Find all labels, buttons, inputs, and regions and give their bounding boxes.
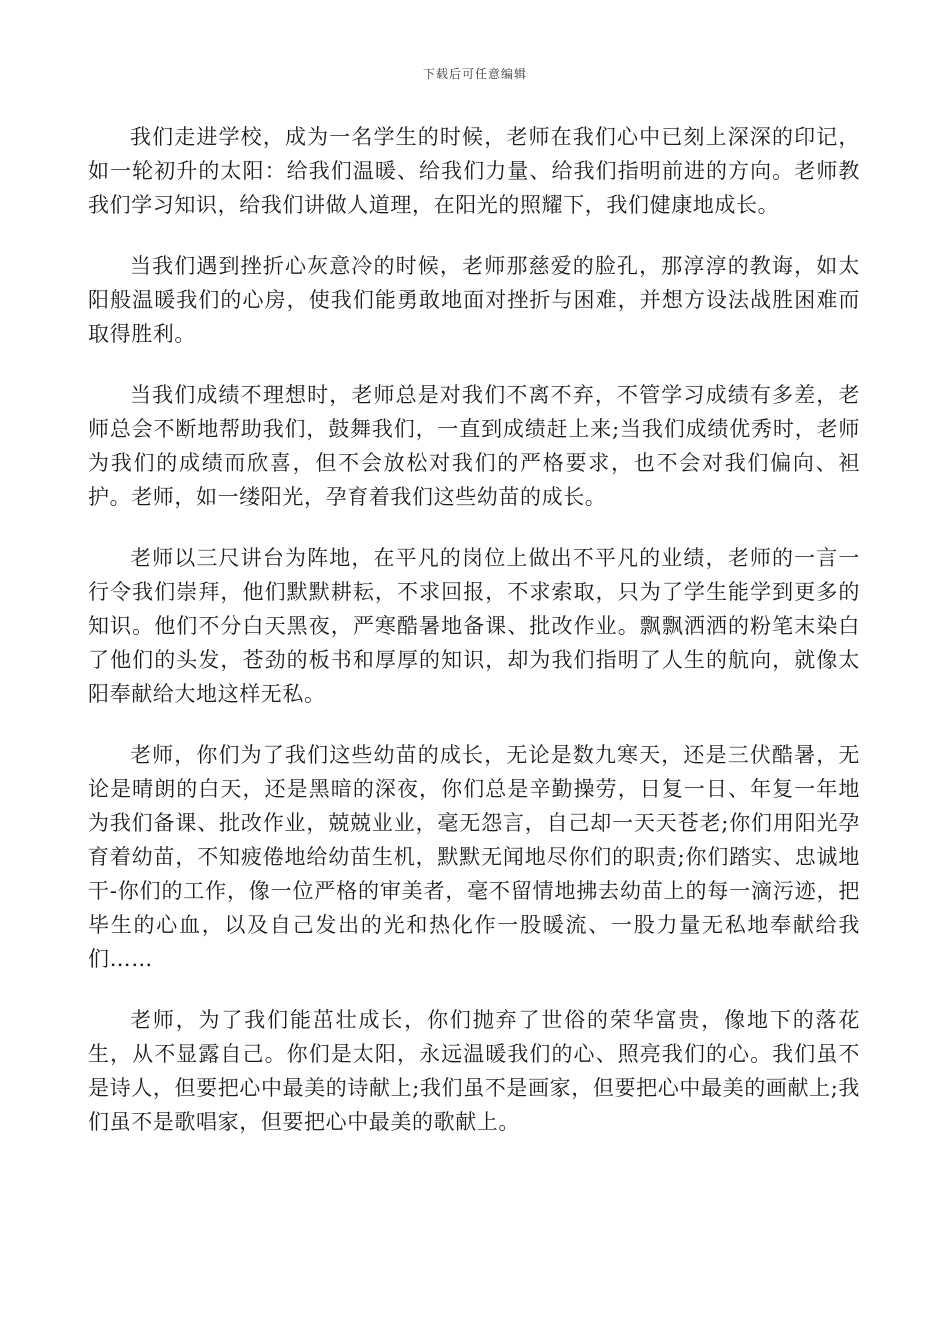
paragraph-5: 老师，你们为了我们这些幼苗的成长，无论是数九寒天，还是三伏酷暑，无论是晴朗的白天，还是黑暗的深夜，你们总是辛勤操劳，日复一日、年复一年地为我们备课、批改作业，兢兢业业，毫无怨言，自己却一天天苍老;你们用阳光孕育着幼苗，不知疲倦地给幼苗生机，默默无闻地尽你们的职责;你们踏实、忠诚地干-你们的工作，像一位严格的审美者，毫不留情地拂去幼苗上的每一滴污迹，把毕生的心血，以及自己发出的光和热化作一股暖流、一股力量无私地奉献给我们…… [88,743,860,971]
paragraph-3: 当我们成绩不理想时，老师总是对我们不离不弃，不管学习成绩有多差，老师总会不断地帮助我们，鼓舞我们，一直到成绩赶上来;当我们成绩优秀时，老师为我们的成绩而欣喜，但不会放松对我们的严格要求，也不会对我们偏向、袒护。老师，如一缕阳光，孕育着我们这些幼苗的成长。 [88,383,860,509]
paragraph-1: 我们走进学校，成为一名学生的时候，老师在我们心中已刻上深深的印记，如一轮初升的太阳：给我们温暖、给我们力量、给我们指明前进的方向。老师教我们学习知识，给我们讲做人道理，在阳光的照耀下，我们健康地成长。 [88,125,860,217]
paragraph-6: 老师，为了我们能茁壮成长，你们抛弃了世俗的荣华富贵，像地下的落花生，从不显露自己。你们是太阳，永远温暖我们的心、照亮我们的心。我们虽不是诗人，但要把心中最美的诗献上;我们虽不是画家，但要把心中最美的画献上;我们虽不是歌唱家，但要把心中最美的歌献上。 [88,1008,860,1134]
page-header: 下载后可任意编辑 [422,67,527,81]
document-body [88,120,860,1166]
paragraph-2: 当我们遇到挫折心灰意冷的时候，老师那慈爱的脸孔，那淳淳的教诲，如太阳般温暖我们的心房，使我们能勇敢地面对挫折与困难，并想方设法战胜困难而取得胜利。 [88,254,860,346]
paragraph-4: 老师以三尺讲台为阵地，在平凡的岗位上做出不平凡的业绩，老师的一言一行令我们崇拜，他们默默耕耘，不求回报，不求索取，只为了学生能学到更多的知识。他们不分白天黑夜，严寒酷暑地备课、批改作业。飘飘洒洒的粉笔末染白了他们的头发，苍劲的板书和厚厚的知识，却为我们指明了人生的航向，就像太阳奉献给大地这样无私。 [88,546,860,706]
